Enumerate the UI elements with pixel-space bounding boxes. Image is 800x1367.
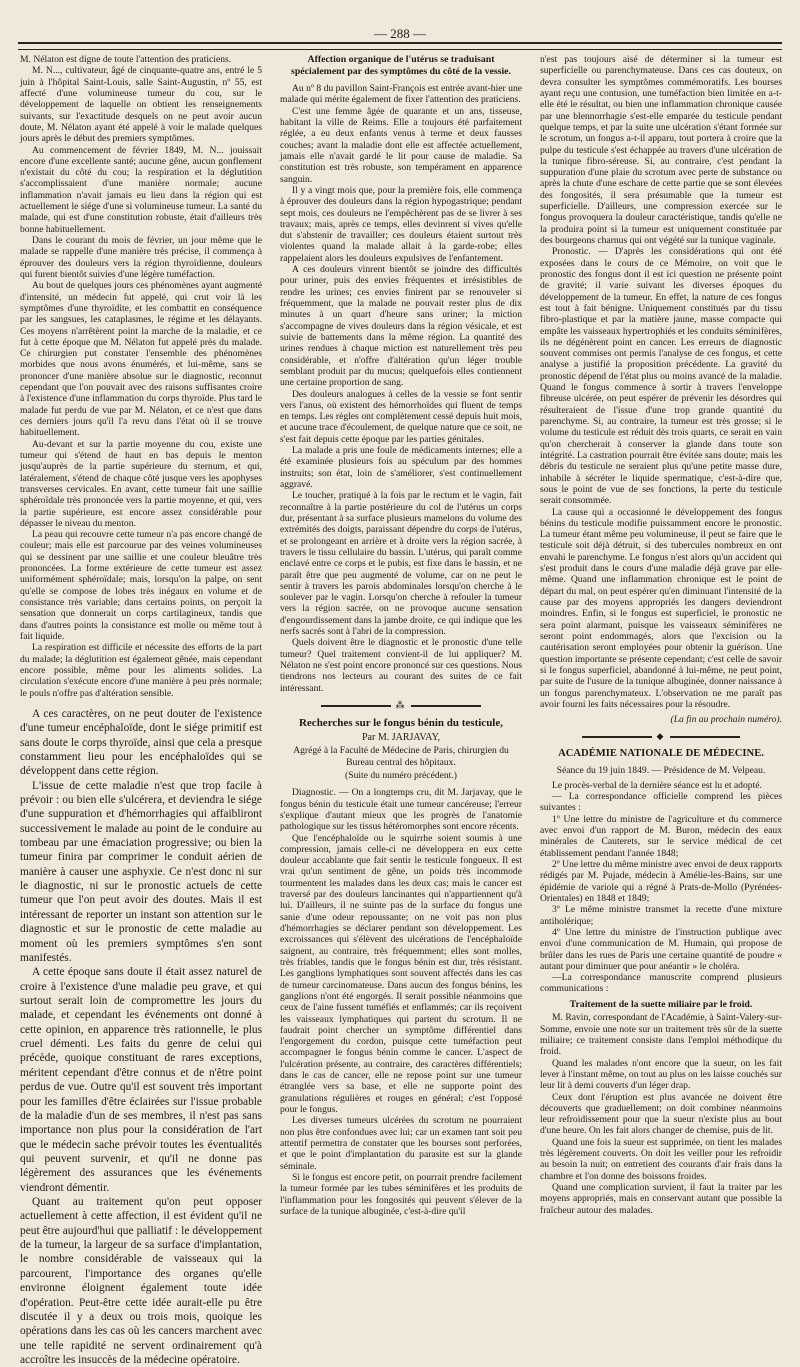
paragraph: La respiration est difficile et nécessite des efforts de la part du malade; la déglutition est également gênée, mais cependant encore possible, même pour les aliments solides. La circulation s'exécute encore d'une manière à peu près normale; le pouls n'offre pas d'altération sensible. xyxy=(20,642,262,699)
paragraph: Ceux dont l'éruption est plus avancée ne doivent être découverts que graduellement; on doit combiner néanmoins leur refroidissement pour que la sueur n'existe plus au bout d'une heure. On les fait alors changer de chemise, puis de lit. xyxy=(540,1091,782,1137)
paragraph: La peau qui recouvre cette tumeur n'a pas encore changé de couleur; mais elle est parcourue par des veines volumineuses qui se dessinent par une saillie et une couleur bleuâtre très prononcées. La forme extérieure de cette tumeur est assez uniformément sphéroïdale; mais, lorsqu'on la palpe, on sent qu'elle se compose de lobes très inégaux en volume et de consistance très variable; dans certains points, on perçoit la sensation que donnerait un corps cartilagineux, tandis que dans d'autres points la consistance est molle ou même tout à fait liquide. xyxy=(20,529,262,642)
paragraph: A cette époque sans doute il était assez naturel de croire à l'existence d'une maladie peu grave, et qui surtout serait loin de compromettre les jours du malade, et cependant les événements ont donné à cette opinion, en apparence très rationnelle, le plus cruel démenti. Les faits du genre de celui qui précède, quoique constituant de rares exceptions, méritent cependant d'être connus et de n'être point perdus de vue. Outre qu'il est souvent très important pour les familles d'être éclairées sur l'issue probable de la maladie d'un de ses membres, il n'est pas sans importance non plus pour la considération de l'art que le médecin sache prévoir toutes les éventualités qui peuvent survenir, et qu'il ne donne pas légèrement des assurances que les événements viendront démentir. xyxy=(20,966,262,1194)
paragraph: Il y a vingt mois que, pour la première fois, elle commença à éprouver des douleurs dans la région hypogastrique; pendant sept mois, ces douleurs ne l'empêchèrent pas de se livrer à ses travaux; mais, après ce temps, elles devinrent si vives qu'elle dut s'abstenir de travailler; ces douleurs étaient surtout très violentes quand la malade allait à la garde-robe; elles rappelaient alors les douleurs expulsives de l'enfantement. xyxy=(280,184,522,264)
paragraph: Le procès-verbal de la dernière séance est lu et adopté. xyxy=(552,779,762,791)
paragraph: Quant au traitement qu'on peut opposer actuellement à cette affection, il est évident qu'il ne peut être aujourd'hui que palliatif : le développement de la tumeur, la largeur de sa surface d'implantation, le nombre considérable de vaisseaux qui la parcourent, l'importance des organes qu'elle environne éloignent également toute idée d'opération. Peut-être cette idée aurait-elle pu être discutée il y a deux ou trois mois, quoique les opérations dans les cas où les cancers marchent avec une telle rapidité ne servent ordinairement qu'à accroître les insuccès de la médecine opératoire. xyxy=(20,1196,262,1366)
paragraph: Au nº 8 du pavillon Saint-François est entrée avant-hier une malade qui mérite également de fixer l'attention des praticiens. xyxy=(280,83,522,106)
paragraph: Diagnostic. — On a longtemps cru, dit M. Jarjavay, que le fongus bénin du testicule était une tumeur cancéreuse; l'erreur s'explique d'autant mieux que les progrès de l'anatomie pathologique sur les tissus hétéromorphes sont encore récents. xyxy=(280,787,522,833)
ornament-divider: ◆ xyxy=(540,731,782,742)
paragraph: 1º Une lettre du ministre de l'agriculture et du commerce avec envoi d'un rapport de M. Buron, médecin des eaux minérales de Cauterets, sur le service médical de cet établissement pendant l'année 1848; xyxy=(540,813,782,859)
continuation-note: (Suite du numéro précédent.) xyxy=(345,769,457,781)
paragraph: M. Nélaton est digne de toute l'attention des praticiens. xyxy=(20,54,232,65)
paragraph: Au commencement de février 1849, M. N... jouissait encore d'une excellente santé; aucune gêne, aucun gonflement n'existait du côté du cou; la respiration et la déglutition s'accomplissaient d'une manière normale; aucune inflammation n'avait jamais eu lieu dans la région qui est actuellement le siége d'une si volumineuse tumeur. La santé du malade, qui est d'une constitution robuste, était d'ailleurs très bonne habituellement. xyxy=(20,144,262,235)
paragraph: L'issue de cette maladie n'est que trop facile à prévoir : ou bien elle s'ulcérera, et deviendra le siége d'une suppuration et d'hémorrhagies qui affaibliront successivement le malade au point de le conduire au tombeau par une émaciation progressive; ou bien la tumeur finira par comprimer le conduit aérien de manière à causer une asphyxie. Ce n'est donc ni sur le diagnostic, ni sur le pronostic actuels de cette tumeur que l'on peut avoir des doutes. Mais il est intéressant de reporter un instant son attention sur le diagnostic et sur le pronostic de cette maladie au moment où les premiers symptômes s'en sont manifestés. xyxy=(20,779,262,964)
section-title: ACADÉMIE NATIONALE DE MÉDECINE. xyxy=(558,748,764,760)
paragraph: A ces caractères, on ne peut douter de l'existence d'une tumeur encéphaloïde, dont le siége primitif est sans doute le corps thyroïde, ainsi que cela a presque constamment lieu pour les encéphaloïdes qui se développent dans cette région. xyxy=(20,707,262,778)
paragraph: Que l'encéphaloïde ou le squirrhe soient soumis à une compression, jamais celle-ci ne développera en eux cette douleur accablante que fait sentir le testicule fongueux. Il est vrai qu'un sentiment de gêne, un poids très incommode tourmentent les malades dans les deux cas; mais le cancer est traversé par des douleurs lancinantes qui n'appartiennent qu'à lui. D'ailleurs, il ne suinte pas de la surface du fongus une sanie d'une odeur repoussante; on ne voit pas non plus d'hémorrhagies se déclarer pendant son développement. Les excroissances qui s'élèvent des ulcérations de l'encéphaloïde saignent, au contraire, très fréquemment; elles sont molles, très friables, tandis que le fongus bénin est dur, très résistant. Les ganglions lymphatiques sont souvent affectés dans les cas de tumeur carcinomateuse. Dans aucun des fongus bénins, les ganglions n'ont été engorgés. Il serait possible néanmoins que ceux de l'aine fussent tuméfiés et enflammés; car ils reçoivent les vaisseaux lymphatiques qui partent du scrotum. Il ne faudrait point chercher un symptôme différentiel dans l'engorgement du cordon, puisque cette tuméfaction peut accompagner le fongus bénin comme le cancer. L'aspect de l'ulcération présente, au contraire, des caractères différentiels; dans le cas de cancer, elle ne repose point sur une tumeur étranglée vers sa base, et elle ne supporte point des granulations régulières et rouges en général; c'est l'opposé pour le fongus. xyxy=(280,832,522,1116)
paragraph: Dans le courant du mois de février, un jour même que le malade se rappelle d'une manière très précise, il commença à éprouver des douleurs vers la région thyroïdienne, douleurs qui furent bientôt suivies d'une légère tuméfaction. xyxy=(20,235,262,280)
paragraph: Quand les malades n'ont encore que la sueur, on les fait lever à l'instant même, on tout au plus on les laisse couchés sur leur lit à demi couverts d'un léger drap. xyxy=(540,1057,782,1092)
session-line: Séance du 19 juin 1849. — Présidence de M. Velpeau. xyxy=(556,764,766,776)
column-2 xyxy=(280,54,522,1217)
paragraph: Des douleurs analogues à celles de la vessie se font sentir vers l'anus, où existent des hémorrhoïdes qui fluent de temps en temps. Les règles ont complètement cessé depuis huit mois, et aucune trace d'écoulement, de quelque nature que ce soit, ne s'est fait depuis cette époque par les parties génitales. xyxy=(280,388,522,445)
article-columns xyxy=(20,54,783,1366)
paragraph: Le toucher, pratiqué à la fois par le rectum et le vagin, fait reconnaître à la partie postérieure du col de l'utérus un corps dur, présentant à sa surface plusieurs mamelons du volume des extrémités des doigts, paraissant dépendre du corps de l'utérus, et se prolongeant en arrière et à droite vers la région sacrée, à travers le tissu cellulaire du bassin. L'utérus, qui paraît comme enclavé entre ce corps et le pubis, est fixe dans le bassin, et ne paraît être que peu augmenté de volume, car on ne peut le sentir à travers les parois abdominales lorsqu'on cherche à le soulever par le vagin. Lorsqu'on cherche à refouler la tumeur vers la région sacrée, on ne provoque aucune sensation d'engourdissement dans la jambe droite, ce qui indique que les nerfs sacrés sont à l'abri de la compression. xyxy=(280,490,522,638)
article-heading: Affection organique de l'utérus se traduisant spécialement par des symptômes du côté de la vessie. xyxy=(291,54,511,77)
paragraph: Au-devant et sur la partie moyenne du cou, existe une tumeur qui s'étend de haut en bas depuis le menton jusqu'auprès de la partie supérieure du sternum, et qui, latéralement, s'étend de chaque côté jusque vers les apophyses transverses cervicales. En avant, cette tumeur fait une saillie sphéroïdale très prononcée vers la partie moyenne, et qui, vers la partie supérieure, est encore assez considérable pour dépasser le niveau du menton. xyxy=(20,438,262,529)
paragraph: Quand une complication survient, il faut la traiter par les moyens appropriés, mais en conservant autant que possible la fraîcheur autour des malades. xyxy=(540,1182,782,1216)
paragraph: M. Ravin, correspondant de l'Académie, à Saint-Valery-sur-Somme, envoie une note sur un traitement très sûr de la suette miliaire; ce traitement consiste dans l'emploi méthodique du froid. xyxy=(540,1012,782,1058)
ornament-divider: ⁂ xyxy=(280,700,522,711)
commentary-block xyxy=(20,707,262,1367)
paragraph: La cause qui a occasionné le développement des fongus bénins du testicule modifie puissamment encore le pronostic. La tumeur étant même peu volumineuse, il peut se faire que le testicule soit déjà détruit, si des tubercules nombreux en ont envahi le parenchyme. Le fongus n'est alors qu'un accident qui s'est produit dans le cours d'une maladie déjà grave par elle-même. Quand une inflammation chronique est le point de départ du mal, on peut espérer qu'en diminuant l'intensité de la cause par des moyens appropriés les dangers deviendront moindres. Enfin, si le fongus est superficiel, le pronostic ne sera point alarmant, puisque les vaisseaux séminifères ne seront point endommagés, alors que l'excision ou la cautérisation seront employées pour obtenir la guérison. Une question importante se présente cependant; c'est celle de savoir si le fongus superficiel, abandonné à lui-même, ne peut point, par suite de l'usure de la tunique albuginée, donner naissance à un fongus parenchymateux. L'observation ne me paraît pas avoir fourni les faits nécessaires pour la résoudre. xyxy=(540,506,783,710)
column-3 xyxy=(540,54,783,1216)
section-title: Recherches sur le fongus bénin du testicule, xyxy=(298,716,503,729)
paragraph: n'est pas toujours aisé de déterminer si la tumeur est superficielle ou parenchymateuse. Dans ces cas douteux, on devra consulter les symptômes commémoratifs. Les bourses ayant reçu une contusion, une tuméfaction bien limitée en a-t-elle été le résultat, ou bien une inflammation chronique causée par une blennorrhagie s'est-elle emparée du testicule pendant quelque temps, et par la suite une ulcération s'étant formée sur le scrotum, un fongus a-t-il apparu, tout portera à croire que la pulpe du testicule s'est échappée au travers d'une ulcération de la tunique fibro-séreuse. Si, au contraire, c'est pendant la suppuration d'une plaie du scrotum avec perte de substance ou après la chute d'une eschare de cette partie que se sont élevées des fongosités, il sera présumable que la tumeur est superficielle. D'ailleurs, une compression exercée sur le fongus provoquera la douleur caractéristique, tandis qu'elle ne la produira point si la tumeur est uniquement constituée par des bourgeons charnus qui ont végété sur la tunique vaginale. xyxy=(540,54,782,246)
page-number: — 288 — xyxy=(374,26,426,41)
to-be-continued-note: (La fin au prochain numéro). xyxy=(670,714,782,726)
paragraph: Les diverses tumeurs ulcérées du scrotum ne pourraient non plus être confondues avec lui; car un examen tant soit peu attentif permettra de constater que les bourses sont perforées, et que le point d'implantation du parasite est sur la glande séminale. xyxy=(280,1115,522,1172)
paragraph: C'est une femme âgée de quarante et un ans, tisseuse, habitant la ville de Reims. Elle a toujours été parfaitement réglée, a eu deux enfants venus à terme et deux fausses couches; avant la maladie dont elle est affectée actuellement, jamais elle n'avait gardé le lit pour cause de maladie. Sa constitution est très robuste, son tempérament en apparence sanguin. xyxy=(280,105,522,185)
paragraph: 2º Une lettre du même ministre avec envoi de deux rapports rédigés par M. Pujade, médecin à Amélie-les-Bains, sur une épidémie de variole qui a régné à Prats-de-Mollo (Pyrénées-Orientales) en 1848 et 1849; xyxy=(540,859,782,904)
paragraph: Au bout de quelques jours ces phénomènes ayant augmenté d'intensité, un médecin fut appelé, qui crut voir là les symptômes d'une thyroïdite, et les combattit en conséquence par les sangsues, les cataplasmes, le régime et les délayants. Ces moyens n'arrêtèrent point la marche de la maladie, et ce fut à cette époque que M. Nélaton fut appelé près du malade. Ce chirurgien put constater l'ensemble des phénomènes morbides que nous avons énumérés, et lui-même, sans se prononcer d'une manière absolue sur le diagnostic, reconnut cependant que l'on pouvait avec des raisons suffisantes croire à l'existence d'une inflammation du corps thyroïde. Plus tard le malade fut perdu de vue par M. Nélaton, et ce n'est que dans ces derniers jours qu'il l'a revu dans l'état où il se trouve habituellement. xyxy=(20,280,262,439)
paragraph: Quand une fois la sueur est supprimée, on tient les malades très légèrement couverts. On doit les veiller pour les refroidir au besoin la nuit; on entretient des courants d'air frais dans la chambre et l'on donne des boissons froides. xyxy=(540,1136,782,1182)
paragraph: 3º Le même ministre transmet la recette d'une mixture antiholérique; xyxy=(540,904,782,927)
paragraph: Quels doivent être le diagnostic et le pronostic d'une telle tumeur? Quel traitement convient-il de lui appliquer? M. Nélaton ne s'est point encore prononcé sur ces questions. Nous tiendrons nos lecteurs au courant des suites de ce fait intéressant. xyxy=(280,637,522,694)
paragraph: Pronostic. — D'après les considérations qui ont été exposées dans le cours de ce Mémoire, on voit que le pronostic des fongus dont il est ici question ne présente point de gravité; il varie suivant les diverses époques du développement de la tumeur. En effet, la nature de ces fongus est tout à fait bénigne. Uniquement constitués par du tissu fibro-plastique et par la matière jaune, masse compacte qui empâte les vaisseaux hypertrophiés et les conduits séminifères, ils ne dégénèrent point en cancer. Les erreurs de diagnostic souvent commises ont permis l'analyse de ces fongus, et cette analyse a justifié la proposition précédente. La gravité du pronostic dépend de l'état plus ou moins avancé de la maladie. Quand le fongus commence à sortir à travers l'enveloppe fibreuse ulcérée, on peut espérer de prévenir les désordres qui résulteraient de l'issue d'une trop grande quantité du parenchyme. Si, au contraire, la tumeur est très grosse; si le volume du testicule est réduit dès trois quarts, ce serait en vain qu'on chercherait à conserver la glande dans toute son intégrité. La castration pourrait être évitée sans doute; mais les débris du testicule ne seraient plus qu'une petite masse dure, inhabile à sécréter le liquide spermatique, c'est-à-dire que, sous le point de vue de ses fonctions, la perte du testicule serait consommée. xyxy=(540,246,782,507)
author-affiliation: Agrégé à la Faculté de Médecine de Paris, chirurgien du Bureau central des hôpitaux. xyxy=(293,745,509,768)
paragraph: A ces douleurs vinrent bientôt se joindre des difficultés pour uriner, puis des envies fréquentes et irrésistibles de rendre les urines; ces envies finirent par se renouveler si fréquemment, que la malade ne pouvait rester plus de dix minutes à un quart d'heure sans uriner; la miction s'accompagne de vives douleurs dans la région vésicale, et est suivie de battements dans la même région. La quantité des urines rendues à chaque miction est naturellement très peu considérable, et n'offre d'altération qu'un léger trouble semblant produit par du mucus; quelquefois elles contiennent une certaine proportion de sang. xyxy=(280,264,522,389)
header-rule xyxy=(18,42,782,50)
paragraph: — La correspondance officielle comprend les pièces suivantes : xyxy=(540,791,782,814)
subsection-title: Traitement de la suette miliaire par le froid. xyxy=(569,998,753,1010)
column-1 xyxy=(20,54,262,1366)
paragraph: 4º Une lettre du ministre de l'instruction publique avec envoi d'une communication de M. Humain, qui propose de brûler dans les rues de Paris une certaine quantité de poudre « autant pour diminuer que pour anéantir » le choléra. xyxy=(540,926,782,972)
paragraph: La malade a pris une foule de médicaments internes; elle a été examinée plusieurs fois au spéculum par des hommes instruits; son état, loin de s'améliorer, s'est continuellement aggravé. xyxy=(280,445,522,491)
paragraph: —La correspondance manuscrite comprend plusieurs communications : xyxy=(540,972,782,995)
paragraph: Si le fongus est encore petit, on pourrait prendre facilement la tumeur formée par les tubes séminifères et les produits de l'inflammation pour les fongosités qui peuvent s'élever de la surface de la tunique albuginée, c'est-à-dire qu'il xyxy=(280,1171,522,1217)
author-line: Par M. JARJAVAY, xyxy=(362,731,440,743)
paragraph: M. N..., cultivateur, âgé de cinquante-quatre ans, entré le 5 juin à l'hôpital Saint-Louis, salle Saint-Augustin, nº 55, est affecté d'une volumineuse tumeur du cou, sur le développement de laquelle on obtient les renseignements suivants, sur l'exactitude desquels on ne peut avoir aucun doute, M. Nélaton ayant été appelé à voir le malade quelques jours après le début des premiers symptômes. xyxy=(20,65,262,145)
